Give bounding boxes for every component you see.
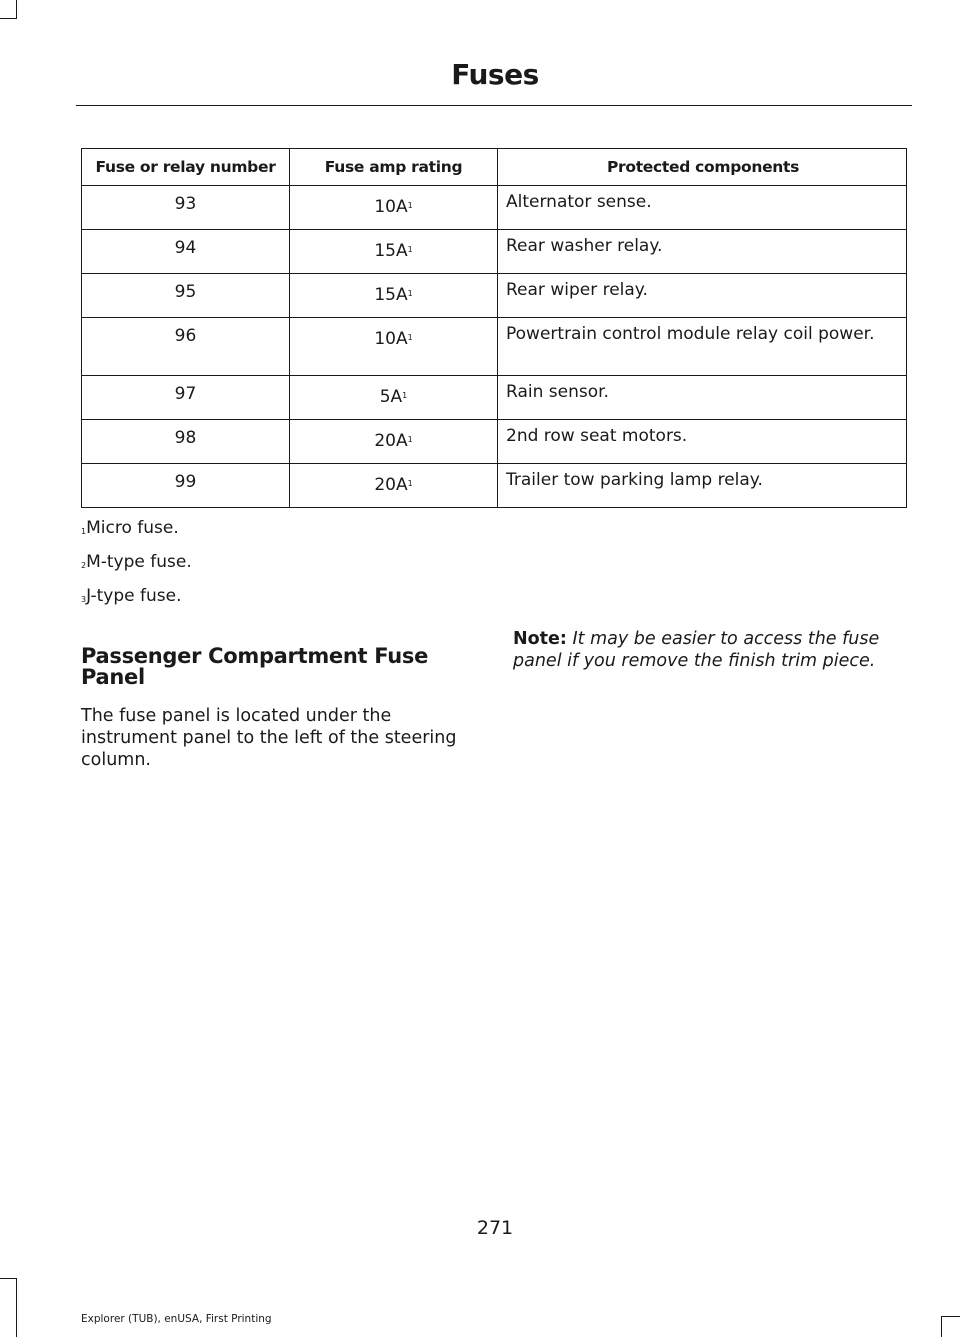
- amp-rating: [290, 186, 498, 230]
- section-heading: Passenger Compartment Fuse Panel: [81, 644, 429, 689]
- column-header-protected-components: Protected components: [498, 149, 907, 186]
- amp-rating: [290, 274, 498, 318]
- amp-rating: [290, 376, 498, 420]
- note-text: It may be easier to access the fuse panel if you remove the finish trim piece.: [513, 629, 880, 671]
- title-divider: [76, 105, 912, 106]
- table-row: [82, 464, 907, 508]
- footnote-mark: 3: [81, 595, 87, 604]
- protected-component: Rear washer relay.: [498, 230, 907, 274]
- footnote-ref: 1: [407, 245, 413, 254]
- footnote-text: Micro fuse.: [86, 518, 179, 538]
- page-title: Fuses: [451, 58, 539, 91]
- amp-rating: [290, 230, 498, 274]
- fuse-number: 99: [82, 464, 290, 508]
- footnote-mark: 2: [81, 561, 87, 570]
- footnote: [81, 515, 481, 549]
- page-number: 271: [476, 1217, 514, 1239]
- footnote-ref: 1: [407, 289, 413, 298]
- table-row: [82, 230, 907, 274]
- fuse-number: 93: [82, 186, 290, 230]
- amp-rating: [290, 420, 498, 464]
- footnote-ref: 1: [407, 435, 413, 444]
- protected-component: Powertrain control module relay coil power.: [498, 318, 907, 376]
- footnote-ref: 1: [402, 391, 408, 400]
- amp-value: 15A: [374, 285, 408, 305]
- fuse-number: 96: [82, 318, 290, 376]
- amp-value: 10A: [374, 329, 408, 349]
- crop-mark-bottom-left: [0, 1278, 17, 1337]
- footnote: [81, 583, 481, 617]
- section-body: The fuse panel is located under the instrument panel to the left of the steering column.: [81, 706, 457, 770]
- crop-mark-bottom-right: [941, 1316, 960, 1337]
- amp-value: 20A: [374, 431, 408, 451]
- fuse-number: 97: [82, 376, 290, 420]
- column-header-amp-rating: Fuse amp rating: [290, 149, 498, 186]
- protected-component: Rear wiper relay.: [498, 274, 907, 318]
- table-header-row: [82, 149, 907, 186]
- table-row: [82, 376, 907, 420]
- amp-value: 5A: [379, 387, 403, 407]
- protected-component: Alternator sense.: [498, 186, 907, 230]
- amp-value: 15A: [374, 241, 408, 261]
- footnote-ref: 1: [407, 333, 413, 342]
- fuse-number: 95: [82, 274, 290, 318]
- table-row: [82, 186, 907, 230]
- fuse-number: 98: [82, 420, 290, 464]
- footnote-text: M-type fuse.: [86, 552, 192, 572]
- footnote-mark: 1: [81, 527, 87, 536]
- protected-component: Trailer tow parking lamp relay.: [498, 464, 907, 508]
- crop-mark-top-left: [0, 0, 17, 19]
- note: [513, 628, 913, 672]
- footnote-text: J-type fuse.: [86, 586, 182, 606]
- footnotes: [81, 515, 481, 617]
- footnote-ref: 1: [407, 479, 413, 488]
- protected-component: Rain sensor.: [498, 376, 907, 420]
- footnote: [81, 549, 481, 583]
- protected-component: 2nd row seat motors.: [498, 420, 907, 464]
- note-label: Note:: [513, 629, 567, 649]
- amp-rating: [290, 318, 498, 376]
- table-row: [82, 318, 907, 376]
- fuse-table: [81, 148, 907, 508]
- column-header-fuse-number: Fuse or relay number: [82, 149, 290, 186]
- amp-value: 10A: [374, 197, 408, 217]
- table-row: [82, 420, 907, 464]
- amp-rating: [290, 464, 498, 508]
- fuse-number: 94: [82, 230, 290, 274]
- document-footer: Explorer (TUB), enUSA, First Printing: [81, 1313, 272, 1325]
- amp-value: 20A: [374, 475, 408, 495]
- table-row: [82, 274, 907, 318]
- footnote-ref: 1: [407, 201, 413, 210]
